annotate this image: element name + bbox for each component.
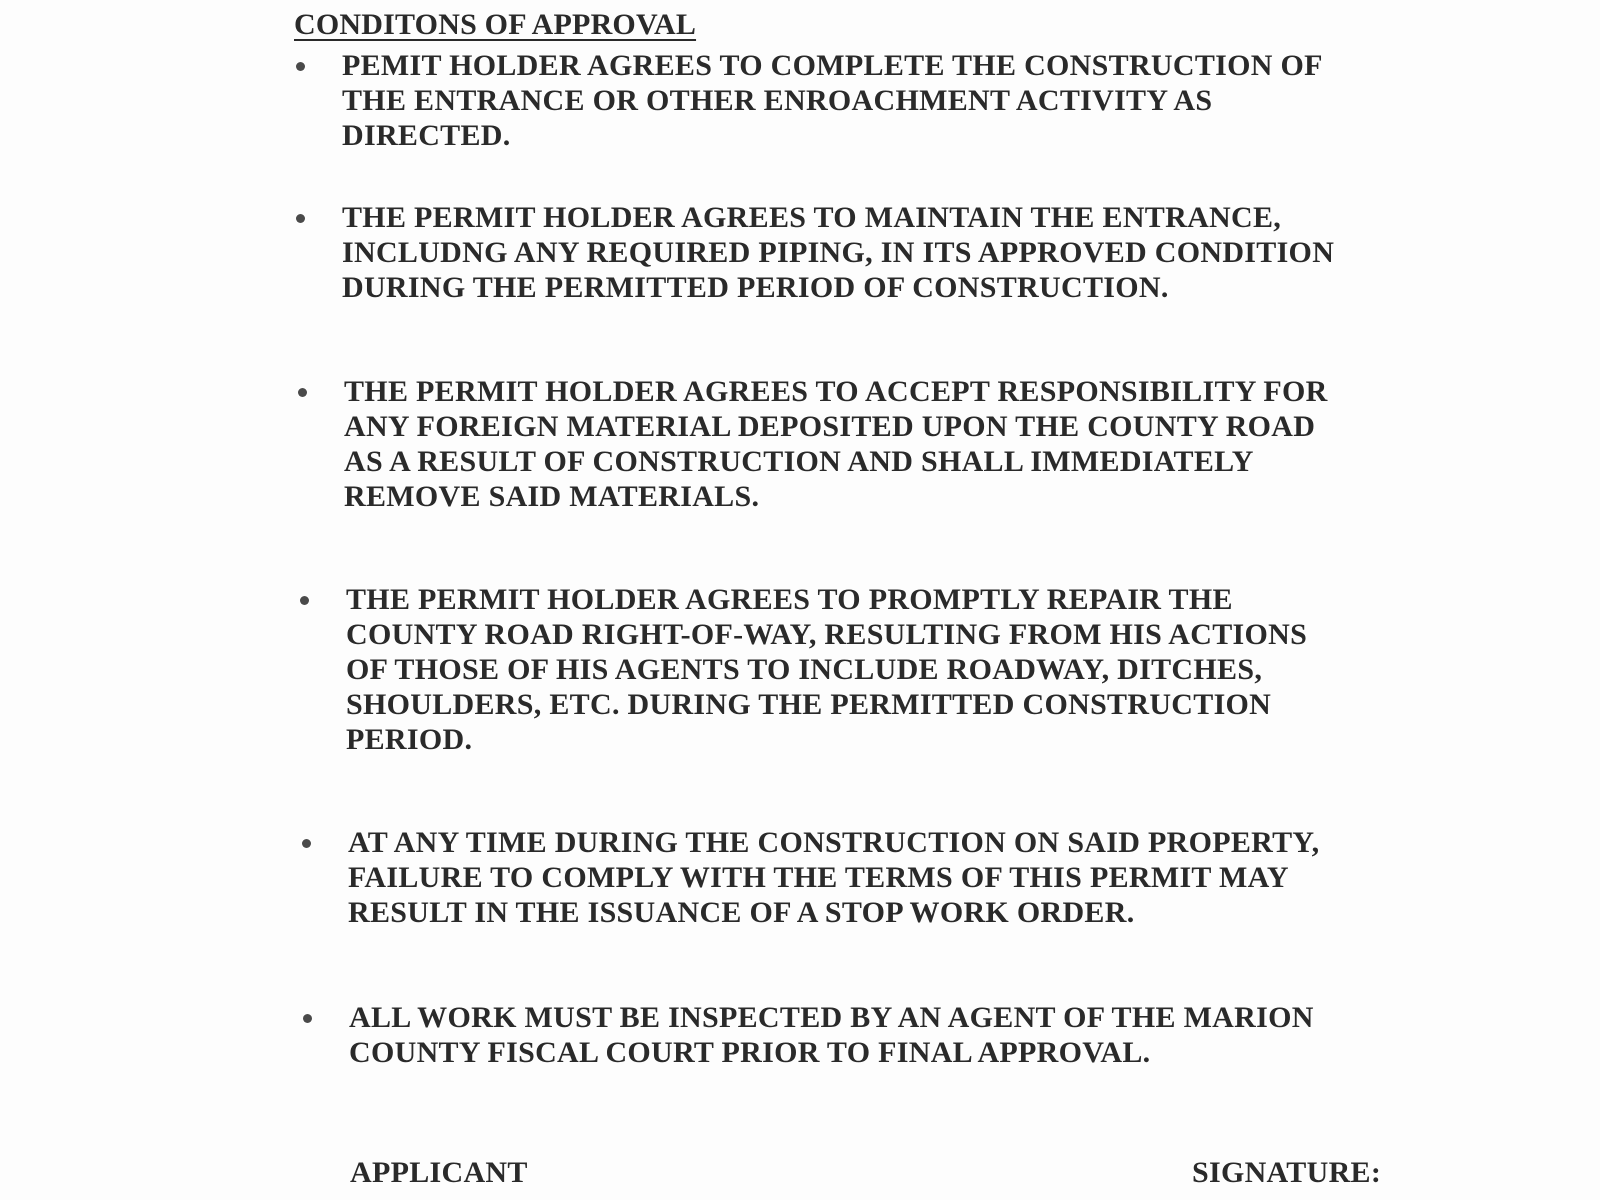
condition-text: PEMIT HOLDER AGREES TO COMPLETE THE CONSTRUCTION OF THE ENTRANCE OR OTHER ENROACHMENT ACTIVITY AS DIRECTED. [342,49,1323,152]
condition-text: THE PERMIT HOLDER AGREES TO ACCEPT RESPONSIBILITY FOR ANY FOREIGN MATERIAL DEPOSITED UPON THE COUNTY ROAD AS A RESULT OF CONSTRUCTION AND SHALL IMMEDIATELY REMOVE SAID MATERIALS. [344,375,1328,513]
condition-text: THE PERMIT HOLDER AGREES TO MAINTAIN THE ENTRANCE, INCLUDNG ANY REQUIRED PIPING, IN ITS APPROVED CONDITION DURING THE PERMITTED PERIOD OF CONSTRUCTION. [342,201,1335,304]
bullet-icon [302,839,311,848]
conditions-heading: CONDITONS OF APPROVAL [294,8,697,41]
bullet-icon [300,596,309,605]
condition-text: ALL WORK MUST BE INSPECTED BY AN AGENT OF THE MARION COUNTY FISCAL COURT PRIOR TO FINAL APPROVAL. [349,1001,1314,1069]
bullet-icon [298,388,307,397]
condition-text: THE PERMIT HOLDER AGREES TO PROMPTLY REPAIR THE COUNTY ROAD RIGHT-OF-WAY, RESULTING FROM HIS ACTIONS OF THOSE OF HIS AGENTS TO INCLUDE ROADWAY, DITCHES, SHOULDERS, ETC. DURING THE PERMITTED CONSTRUCTION PERIOD. [346,583,1308,756]
bullet-icon [296,214,305,223]
bullet-icon [303,1014,312,1023]
applicant-label: APPLICANT [350,1156,528,1189]
bullet-icon [296,62,305,71]
condition-text: AT ANY TIME DURING THE CONSTRUCTION ON SAID PROPERTY, FAILURE TO COMPLY WITH THE TERMS OF THIS PERMIT MAY RESULT IN THE ISSUANCE OF A STOP WORK ORDER. [348,826,1320,929]
signature-label: SIGNATURE: [1192,1156,1382,1189]
